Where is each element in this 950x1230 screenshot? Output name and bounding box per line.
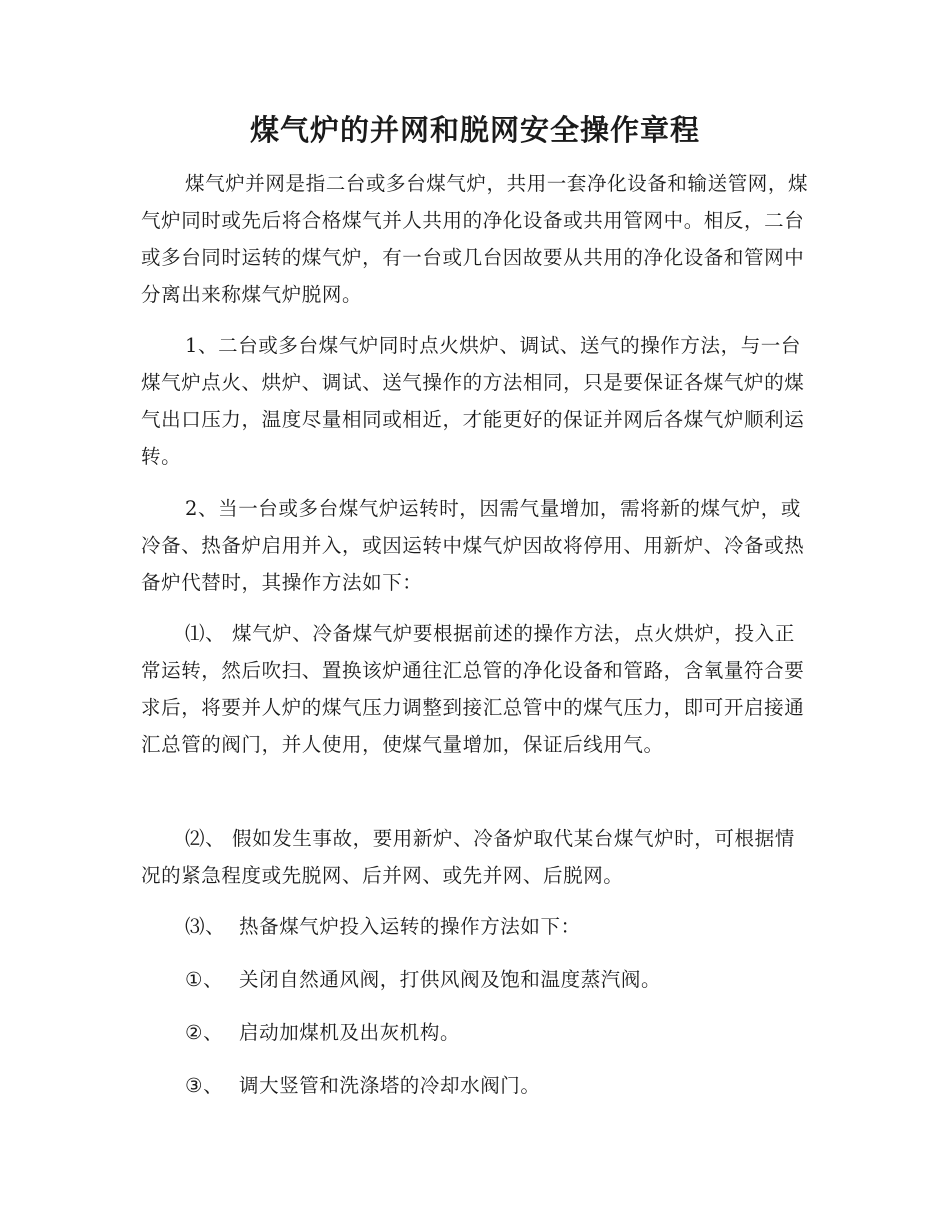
paragraph-2-2: ⑵、 假如发生事故，要用新炉、冷备炉取代某台煤气炉时，可根据情况的紧急程度或先脱网、后并网、或先并网、后脱网。	[141, 827, 795, 887]
intro-paragraph: 煤气炉并网是指二台或多台煤气炉，共用一套净化设备和输送管网，煤气炉同时或先后将合格煤气并人共用的净化设备或共用管网中。相反，二台或多台同时运转的煤气炉，有一台或几台因故要从共用的净化设备和管网中分离出来称煤气炉脱网。	[141, 172, 809, 306]
list-item-3	[185, 908, 811, 945]
list-item-text: 关闭自然通风阀，打供风阀及饱和温度蒸汽阀。	[239, 968, 662, 991]
paragraph-2-1: ⑴、 煤气炉、冷备煤气炉要根据前述的操作方法，点火烘炉，投入正常运转，然后吹扫、置换该炉通往汇总管的净化设备和管路，含氧量符合要求后，将要并人炉的煤气压力调整到接汇总管中的煤气压力，即可开启接通汇总管的阀门，并人使用，使煤气量增加，保证后线用气。	[141, 622, 805, 756]
list-item-number: ⑶、	[185, 915, 226, 938]
list-item-step-1	[185, 961, 811, 998]
list-item-text: 调大竖管和洗涤塔的冷却水阀门。	[239, 1074, 541, 1097]
list-item-step-2	[185, 1014, 811, 1051]
list-item-text: 启动加煤机及出灰机构。	[239, 1021, 461, 1044]
document-title: 煤气炉的并网和脱网安全操作章程	[249, 113, 700, 147]
paragraph-1: 1、二台或多台煤气炉同时点火烘炉、调试、送气的操作方法，与一台煤气炉点火、烘炉、调试、送气操作的方法相同，只是要保证各煤气炉的煤气出口压力，温度尽量相同或相近，才能更好的保证并网后各煤气炉顺利运转。	[141, 334, 805, 468]
paragraph-2: 2、当一台或多台煤气炉运转时，因需气量增加，需将新的煤气炉，或冷备、热备炉启用并入，或因运转中煤气炉因故将停用、用新炉、冷备或热备炉代替时，其操作方法如下：	[141, 497, 805, 594]
list-item-number: ②、	[185, 1021, 224, 1044]
list-item-text: 热备煤气炉投入运转的操作方法如下：	[239, 915, 581, 938]
list-item-number: ①、	[185, 968, 224, 991]
list-item-number: ③、	[185, 1074, 224, 1097]
list-item-step-3	[185, 1067, 811, 1104]
